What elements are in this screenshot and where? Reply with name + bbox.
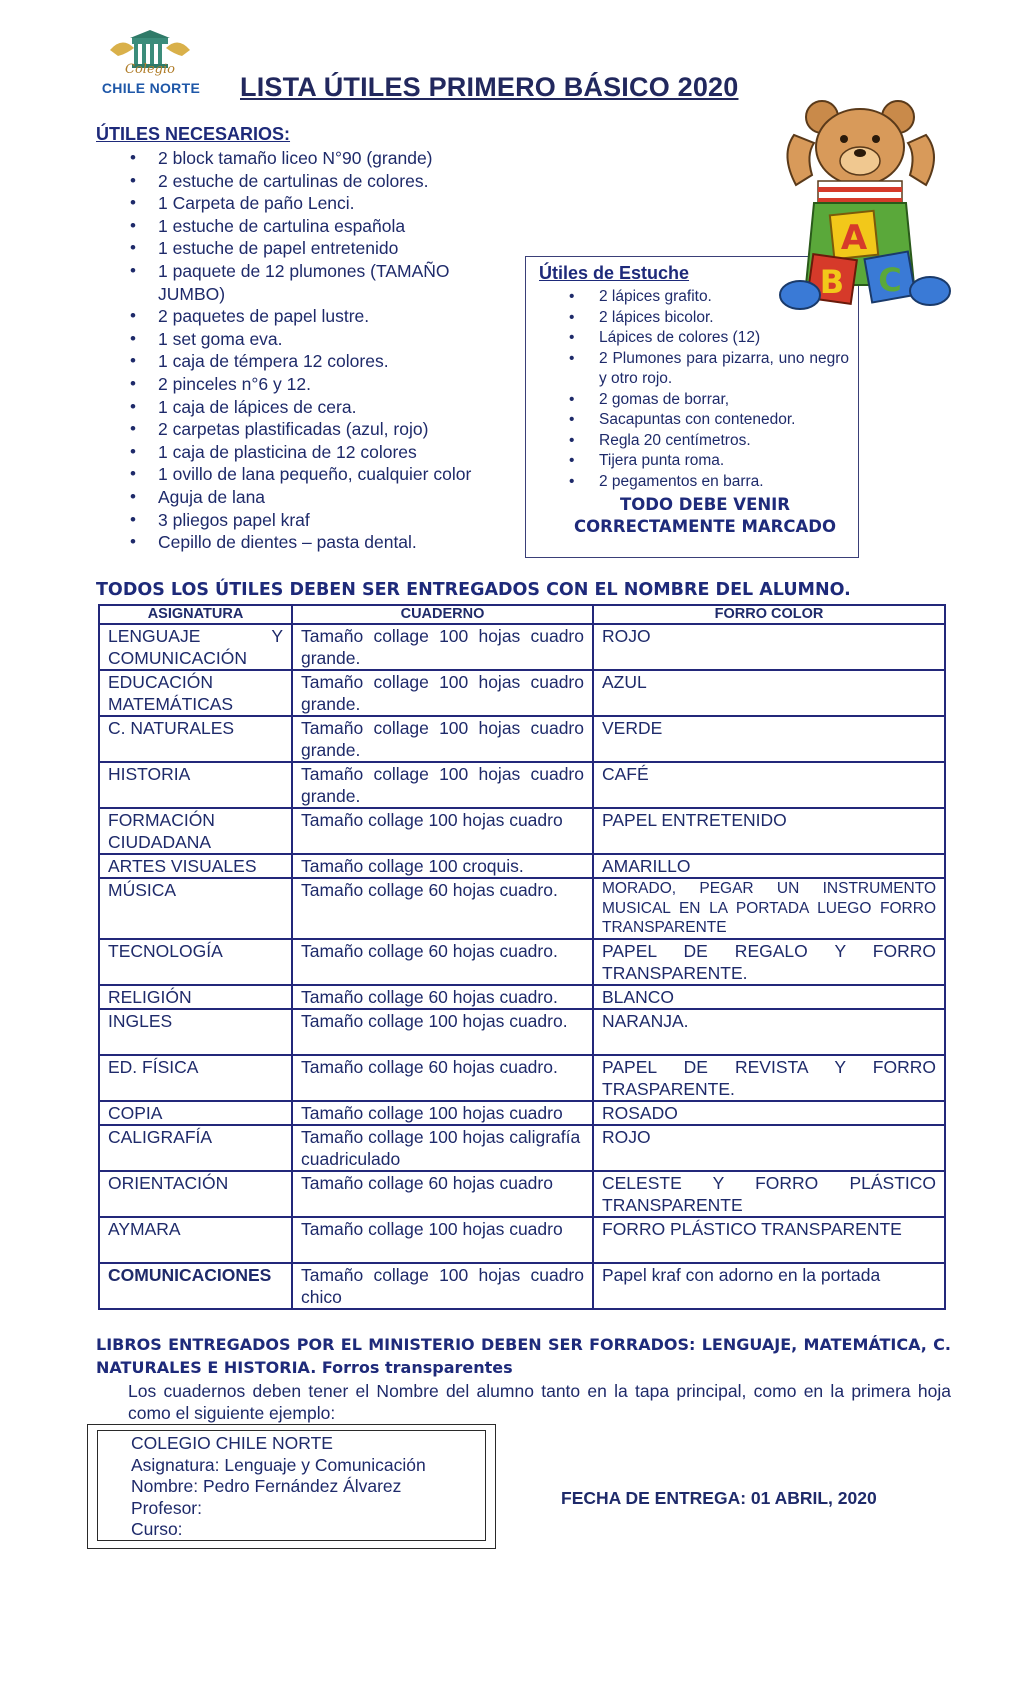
svg-text:B: B [819,263,845,301]
list-item: • 1 ovillo de lana pequeño, cualquier color [130,463,520,486]
example-line-school: COLEGIO CHILE NORTE [131,1433,333,1453]
cell-forro: Papel kraf con adorno en la portada [593,1263,945,1309]
table-row [99,939,945,985]
cell-asignatura: ED. FÍSICA [99,1055,292,1101]
list-item: • 2 lápices bicolor. [569,308,849,329]
table-row [99,1263,945,1309]
list-item: • 2 pegamentos en barra. [569,472,849,493]
table-row [99,985,945,1009]
list-item: • 2 block tamaño liceo N°90 (grande) [130,147,520,170]
cell-cuaderno: Tamaño collage 100 hojas cuadro [292,1217,593,1263]
estuche-note-line2: CORRECTAMENTE MARCADO [574,517,836,536]
cell-forro: CELESTE Y FORRO PLÁSTICO TRANSPARENTE [593,1171,945,1217]
cell-cuaderno: Tamaño collage 60 hojas cuadro. [292,878,593,939]
utiles-necesarios-heading: ÚTILES NECESARIOS: [96,124,291,144]
list-item: • Aguja de lana [130,486,520,509]
cell-asignatura: FORMACIÓN CIUDADANA [99,808,292,854]
example-line-nombre: Nombre: Pedro Fernández Álvarez [131,1476,402,1496]
list-item: • 1 estuche de cartulina española [130,215,520,238]
table-row [99,1217,945,1263]
libros-notice: LIBROS ENTREGADOS POR EL MINISTERIO DEBEN SER FORRADOS: LENGUAJE, MATEMÁTICA, C. NATURALES E HISTORIA. Forros transparentes [96,1335,951,1377]
cell-forro: BLANCO [593,985,945,1009]
list-item: • 2 lápices grafito. [569,287,849,308]
cell-cuaderno: Tamaño collage 100 hojas cuadro. [292,1009,593,1055]
svg-text:A: A [840,218,868,258]
list-item: • Regla 20 centímetros. [569,431,849,452]
table-row [99,762,945,808]
cell-cuaderno: Tamaño collage 100 hojas cuadro grande. [292,716,593,762]
example-line-curso: Curso: [131,1519,183,1539]
cell-forro: CAFÉ [593,762,945,808]
column-header-asignatura: ASIGNATURA [99,605,292,624]
column-header-forro-color: FORRO COLOR [593,605,945,624]
list-item: • 1 paquete de 12 plumones (TAMAÑO JUMBO) [130,260,520,305]
svg-text:C: C [878,261,902,299]
table-row [99,1101,945,1125]
cell-cuaderno: Tamaño collage 100 croquis. [292,854,593,878]
cell-cuaderno: Tamaño collage 100 hojas cuadro [292,1101,593,1125]
table-row [99,1009,945,1055]
list-item: • Lápices de colores (12) [569,328,849,349]
cell-forro: PAPEL ENTRETENIDO [593,808,945,854]
list-item: • 2 pinceles n°6 y 12. [130,373,520,396]
cell-asignatura: INGLES [99,1009,292,1055]
example-label [131,1433,426,1541]
table-row [99,716,945,762]
cell-forro: ROJO [593,624,945,670]
table-row [99,624,945,670]
list-item: • Cepillo de dientes – pasta dental. [130,531,520,554]
cell-cuaderno: Tamaño collage 100 hojas cuadro grande. [292,670,593,716]
table-header-row [99,605,945,624]
cell-asignatura: AYMARA [99,1217,292,1263]
estuche-note-line1: TODO DEBE VENIR [619,495,790,514]
estuche-heading: Útiles de Estuche [539,263,690,283]
cell-forro: ROSADO [593,1101,945,1125]
cell-asignatura: RELIGIÓN [99,985,292,1009]
list-item: • 1 caja de lápices de cera. [130,396,520,419]
cell-forro: AMARILLO [593,854,945,878]
cell-cuaderno: Tamaño collage 100 hojas cuadro chico [292,1263,593,1309]
list-item: • 2 Plumones para pizarra, uno negro y otro rojo. [569,349,849,390]
cell-asignatura: C. NATURALES [99,716,292,762]
cell-cuaderno: Tamaño collage 100 hojas cuadro grande. [292,624,593,670]
cell-cuaderno: Tamaño collage 100 hojas caligrafía cuadriculado [292,1125,593,1171]
list-item: • 2 gomas de borrar, [569,390,849,411]
table-row [99,670,945,716]
table-row [99,1055,945,1101]
cuadernos-notice: Los cuadernos deben tener el Nombre del alumno tanto en la tapa principal, como en la primera hoja como el siguiente ejemplo: [128,1381,951,1423]
cell-forro: NARANJA. [593,1009,945,1055]
list-item: • 1 caja de témpera 12 colores. [130,350,520,373]
cell-asignatura: ARTES VISUALES [99,854,292,878]
table-row [99,1171,945,1217]
cell-asignatura: TECNOLOGÍA [99,939,292,985]
cell-forro: AZUL [593,670,945,716]
list-item: • 3 pliegos papel kraf [130,509,520,532]
cell-asignatura: MÚSICA [99,878,292,939]
cell-asignatura: HISTORIA [99,762,292,808]
logo-text-colegio: Colegio [125,62,175,77]
list-item: • 1 caja de plasticina de 12 colores [130,441,520,464]
cell-cuaderno: Tamaño collage 60 hojas cuadro. [292,939,593,985]
fecha-entrega: FECHA DE ENTREGA: 01 ABRIL, 2020 [561,1488,877,1508]
list-item: • 1 estuche de papel entretenido [130,237,520,260]
cell-cuaderno: Tamaño collage 100 hojas cuadro grande. [292,762,593,808]
cell-forro: ROJO [593,1125,945,1171]
table-row [99,808,945,854]
logo-text-chile-norte: CHILE NORTE [101,80,201,96]
cell-asignatura: EDUCACIÓN MATEMÁTICAS [99,670,292,716]
list-item: • Sacapuntas con contenedor. [569,410,849,431]
list-item: • 1 set goma eva. [130,328,520,351]
page-title: LISTA ÚTILES PRIMERO BÁSICO 2020 [240,72,739,102]
example-line-asignatura: Asignatura: Lenguaje y Comunicación [131,1454,426,1475]
list-item: • 2 carpetas plastificadas (azul, rojo) [130,418,520,441]
column-header-cuaderno: CUADERNO [292,605,593,624]
todos-utiles-notice: TODOS LOS ÚTILES DEBEN SER ENTREGADOS CON EL NOMBRE DEL ALUMNO. [96,580,851,600]
cell-cuaderno: Tamaño collage 60 hojas cuadro. [292,1055,593,1101]
list-item: • 1 Carpeta de paño Lenci. [130,192,520,215]
cell-asignatura: COMUNICACIONES [99,1263,292,1309]
cell-cuaderno: Tamaño collage 60 hojas cuadro. [292,985,593,1009]
cell-asignatura: CALIGRAFÍA [99,1125,292,1171]
list-item: • Tijera punta roma. [569,451,849,472]
cell-asignatura: LENGUAJE Y COMUNICACIÓN [99,624,292,670]
cell-cuaderno: Tamaño collage 100 hojas cuadro [292,808,593,854]
utiles-necesarios-list [130,147,520,554]
cell-forro: VERDE [593,716,945,762]
example-line-profesor: Profesor: [131,1497,202,1518]
table-row [99,878,945,939]
table-row [99,1125,945,1171]
cell-cuaderno: Tamaño collage 60 hojas cuadro [292,1171,593,1217]
estuche-note [560,494,850,538]
cell-asignatura: ORIENTACIÓN [99,1171,292,1217]
subjects-table [98,604,946,1310]
cell-forro: PAPEL DE REVISTA Y FORRO TRASPARENTE. [593,1055,945,1101]
list-item: • 2 paquetes de papel lustre. [130,305,520,328]
table-row [99,854,945,878]
list-item: • 2 estuche de cartulinas de colores. [130,170,520,193]
teddy-bear-abc-blocks-illustration [770,95,960,325]
cell-asignatura: COPIA [99,1101,292,1125]
cell-forro: PAPEL DE REGALO Y FORRO TRANSPARENTE. [593,939,945,985]
cell-forro: FORRO PLÁSTICO TRANSPARENTE [593,1217,945,1263]
cell-forro: MORADO, PEGAR UN INSTRUMENTO MUSICAL EN LA PORTADA LUEGO FORRO TRANSPARENTE [593,878,945,939]
